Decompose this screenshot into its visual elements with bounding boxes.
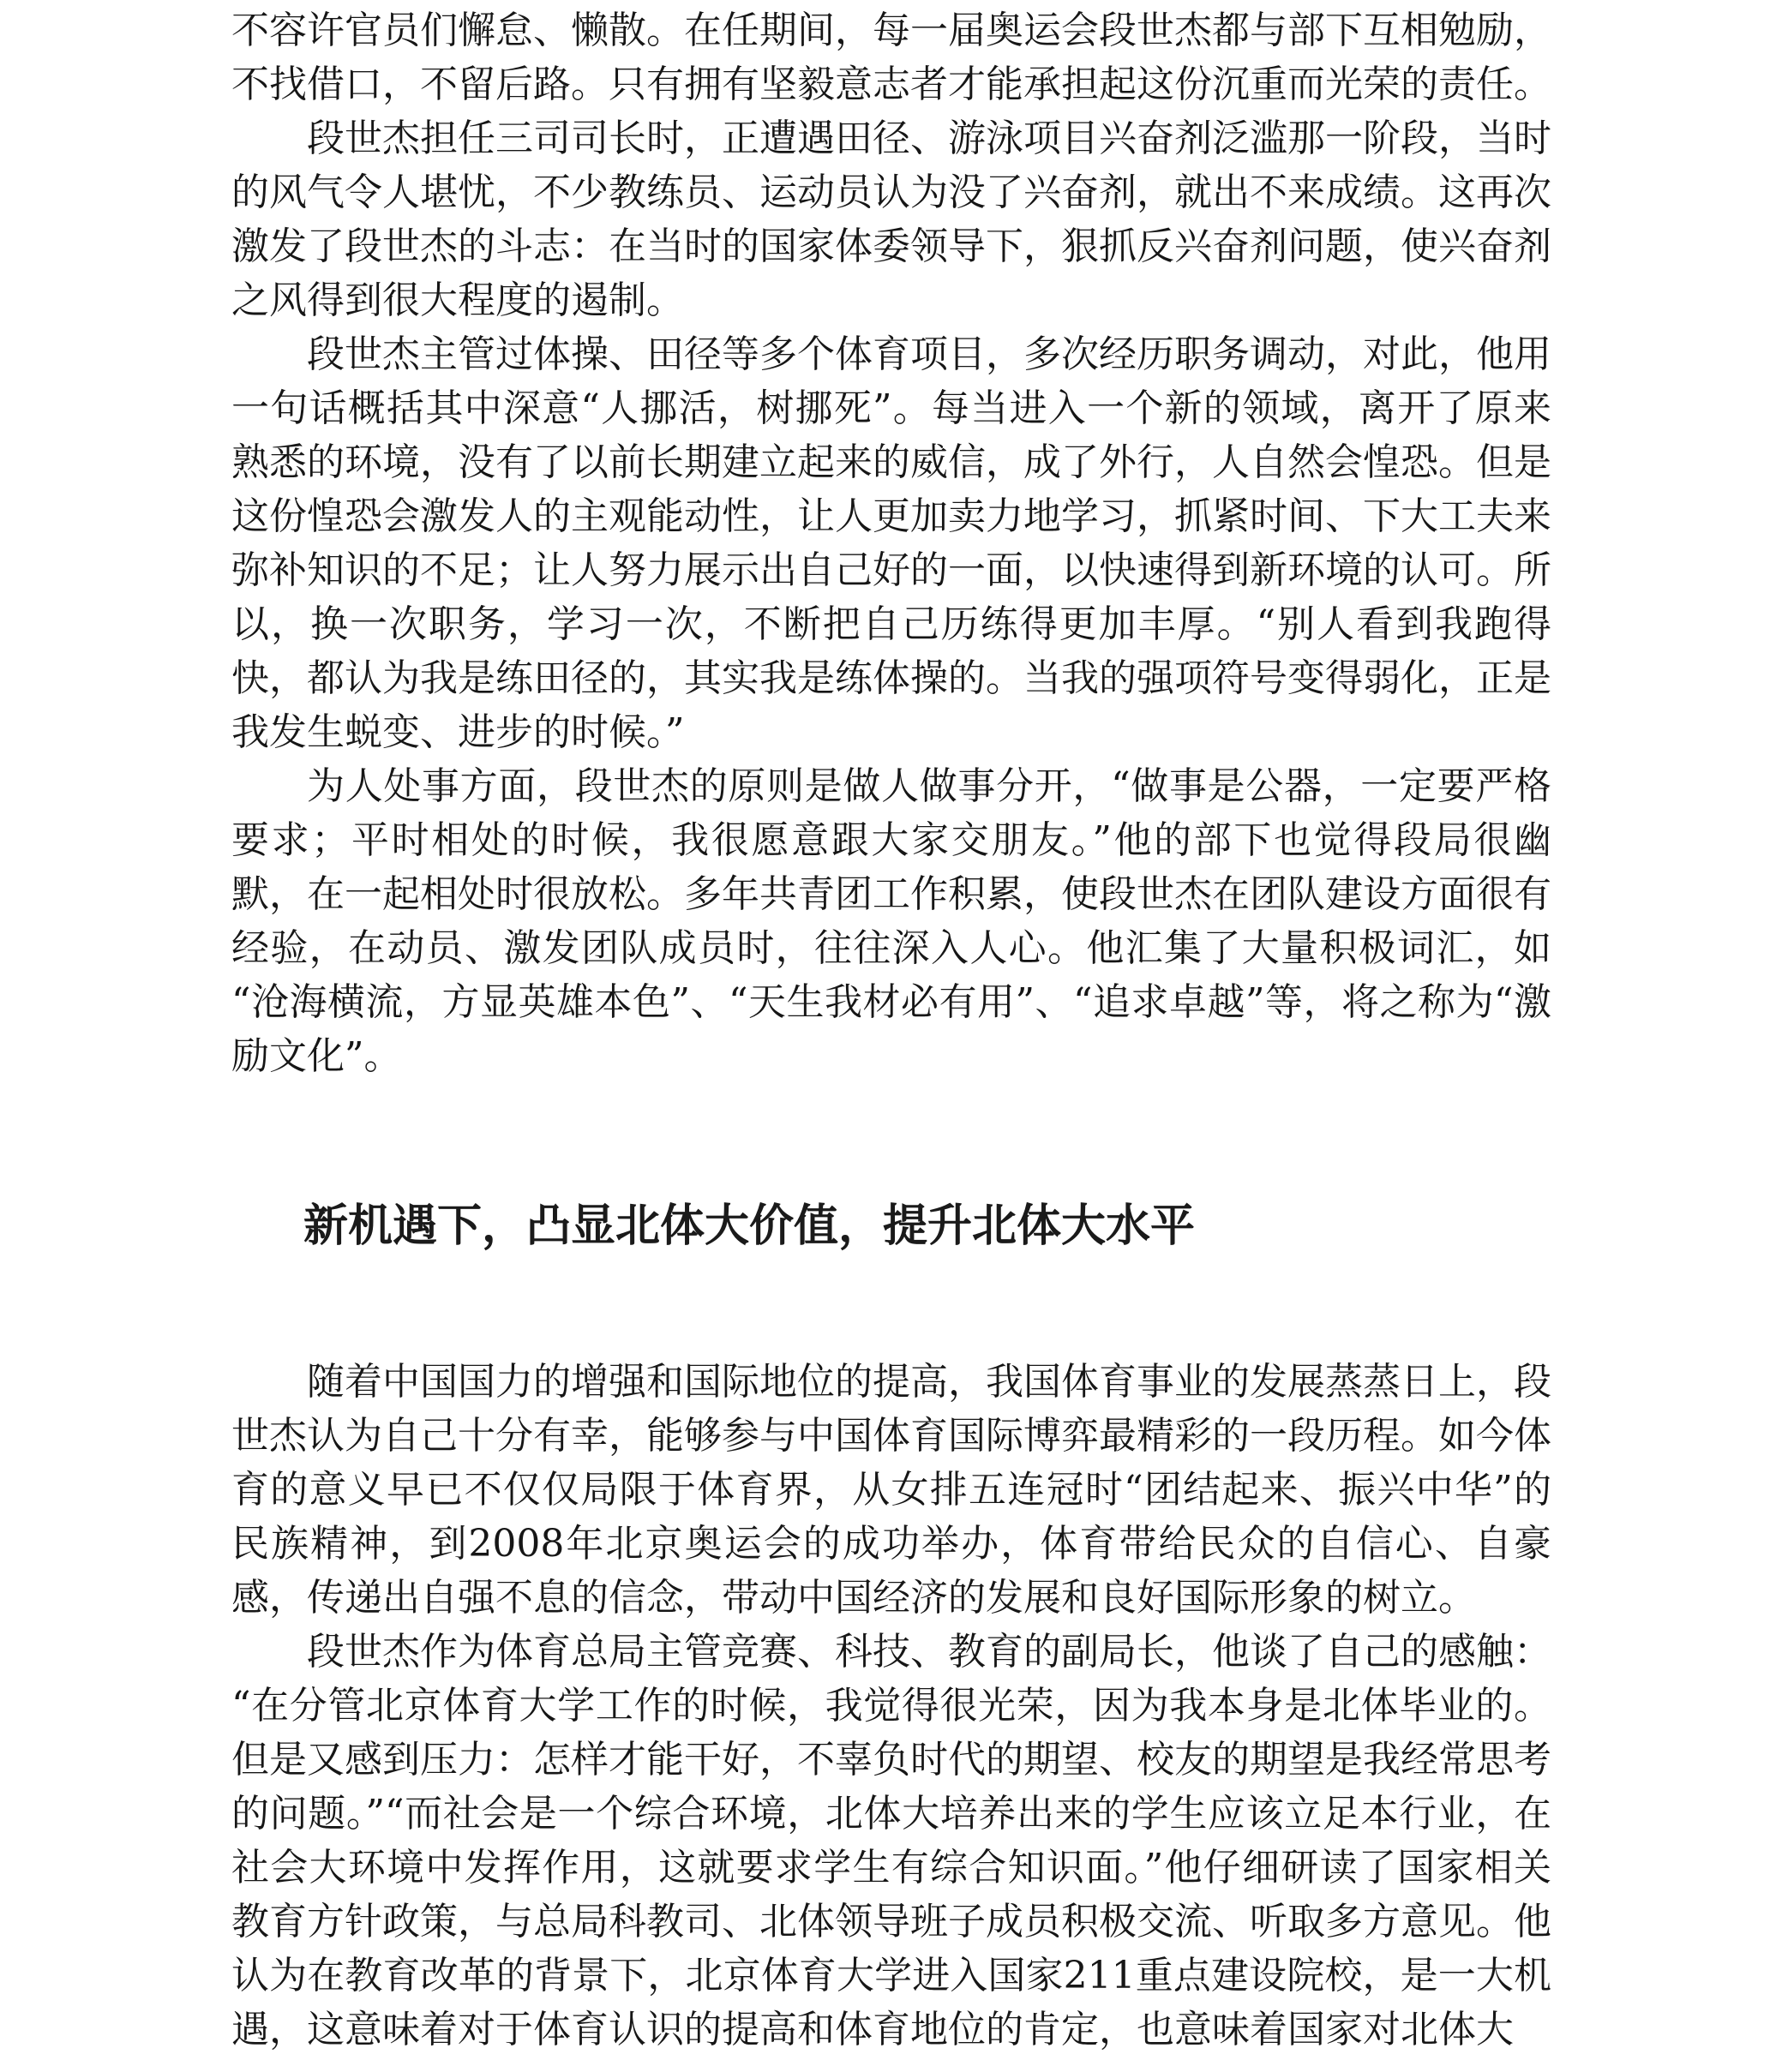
paragraph: 段世杰担任三司司长时，正遭遇田径、游泳项目兴奋剂泛滥那一阶段，当时的风气令人堪忧，不少教练员、运动员认为没了兴奋剂，就出不来成绩。这再次激发了段世杰的斗志：在当时的国家体委领导下，狠抓反兴奋剂问题，使兴奋剂之风得到很大程度的遏制。 [231, 117, 1551, 322]
paragraph: 随着中国国力的增强和国际地位的提高，我国体育事业的发展蒸蒸日上，段世杰认为自己十分有幸，能够参与中国体育国际博弈最精彩的一段历程。如今体育的意义早已不仅仅局限于体育界，从女排五连冠时“团结起来、振兴中华”的民族精神，到2008年北京奥运会的成功举办，体育带给民众的自信心、自豪感，传递出自强不息的信念，带动中国经济的发展和良好国际形象的树立。 [231, 1360, 1551, 1620]
paragraph: 段世杰主管过体操、田径等多个体育项目，多次经历职务调动，对此，他用一句话概括其中深意“人挪活，树挪死”。每当进入一个新的领域，离开了原来熟悉的环境，没有了以前长期建立起来的威信，成了外行，人自然会惶恐。但是这份惶恐会激发人的主观能动性，让人更加卖力地学习，抓紧时间、下大工夫来弥补知识的不足；让人努力展示出自己好的一面，以快速得到新环境的认可。所以，换一次职务，学习一次，不断把自己历练得更加丰厚。“别人看到我跑得快，都认为我是练田径的，其实我是练体操的。当我的强项符号变得弱化，正是我发生蜕变、进步的时候。” [231, 332, 1551, 754]
paragraph: 段世杰作为体育总局主管竞赛、科技、教育的副局长，他谈了自己的感触：“在分管北京体育大学工作的时候，我觉得很光荣，因为我本身是北体毕业的。但是又感到压力：怎样才能干好，不辜负时代的期望、校友的期望是我经常思考的问题。”“而社会是一个综合环境，北体大培养出来的学生应该立足本行业，在社会大环境中发挥作用，这就要求学生有综合知识面。”他仔细研读了国家相关教育方针政策，与总局科教司、北体领导班子成员积极交流、听取多方意见。他认为在教育改革的背景下，北京体育大学进入国家211重点建设院校，是一大机遇，这意味着对于体育认识的提高和体育地位的肯定，也意味着国家对北体大 [231, 1630, 1551, 2051]
paragraph: 为人处事方面，段世杰的原则是做人做事分开，“做事是公器，一定要严格要求；平时相处的时候，我很愿意跟大家交朋友。”他的部下也觉得段局很幽默，在一起相处时很放松。多年共青团工作积累，使段世杰在团队建设方面很有经验，在动员、激发团队成员时，往往深入人心。他汇集了大量积极词汇，如“沧海横流，方显英雄本色”、“天生我材必有用”、“追求卓越”等，将之称为“激励文化”。 [231, 764, 1551, 1078]
paragraph-continuation: 不容许官员们懈怠、懒散。在任期间，每一届奥运会段世杰都与部下互相勉励，不找借口，不留后路。只有拥有坚毅意志者才能承担起这份沉重而光荣的责任。 [231, 9, 1551, 106]
section-heading: 新机遇下，凸显北体大价值，提升北体大水平 [303, 1201, 1196, 1252]
